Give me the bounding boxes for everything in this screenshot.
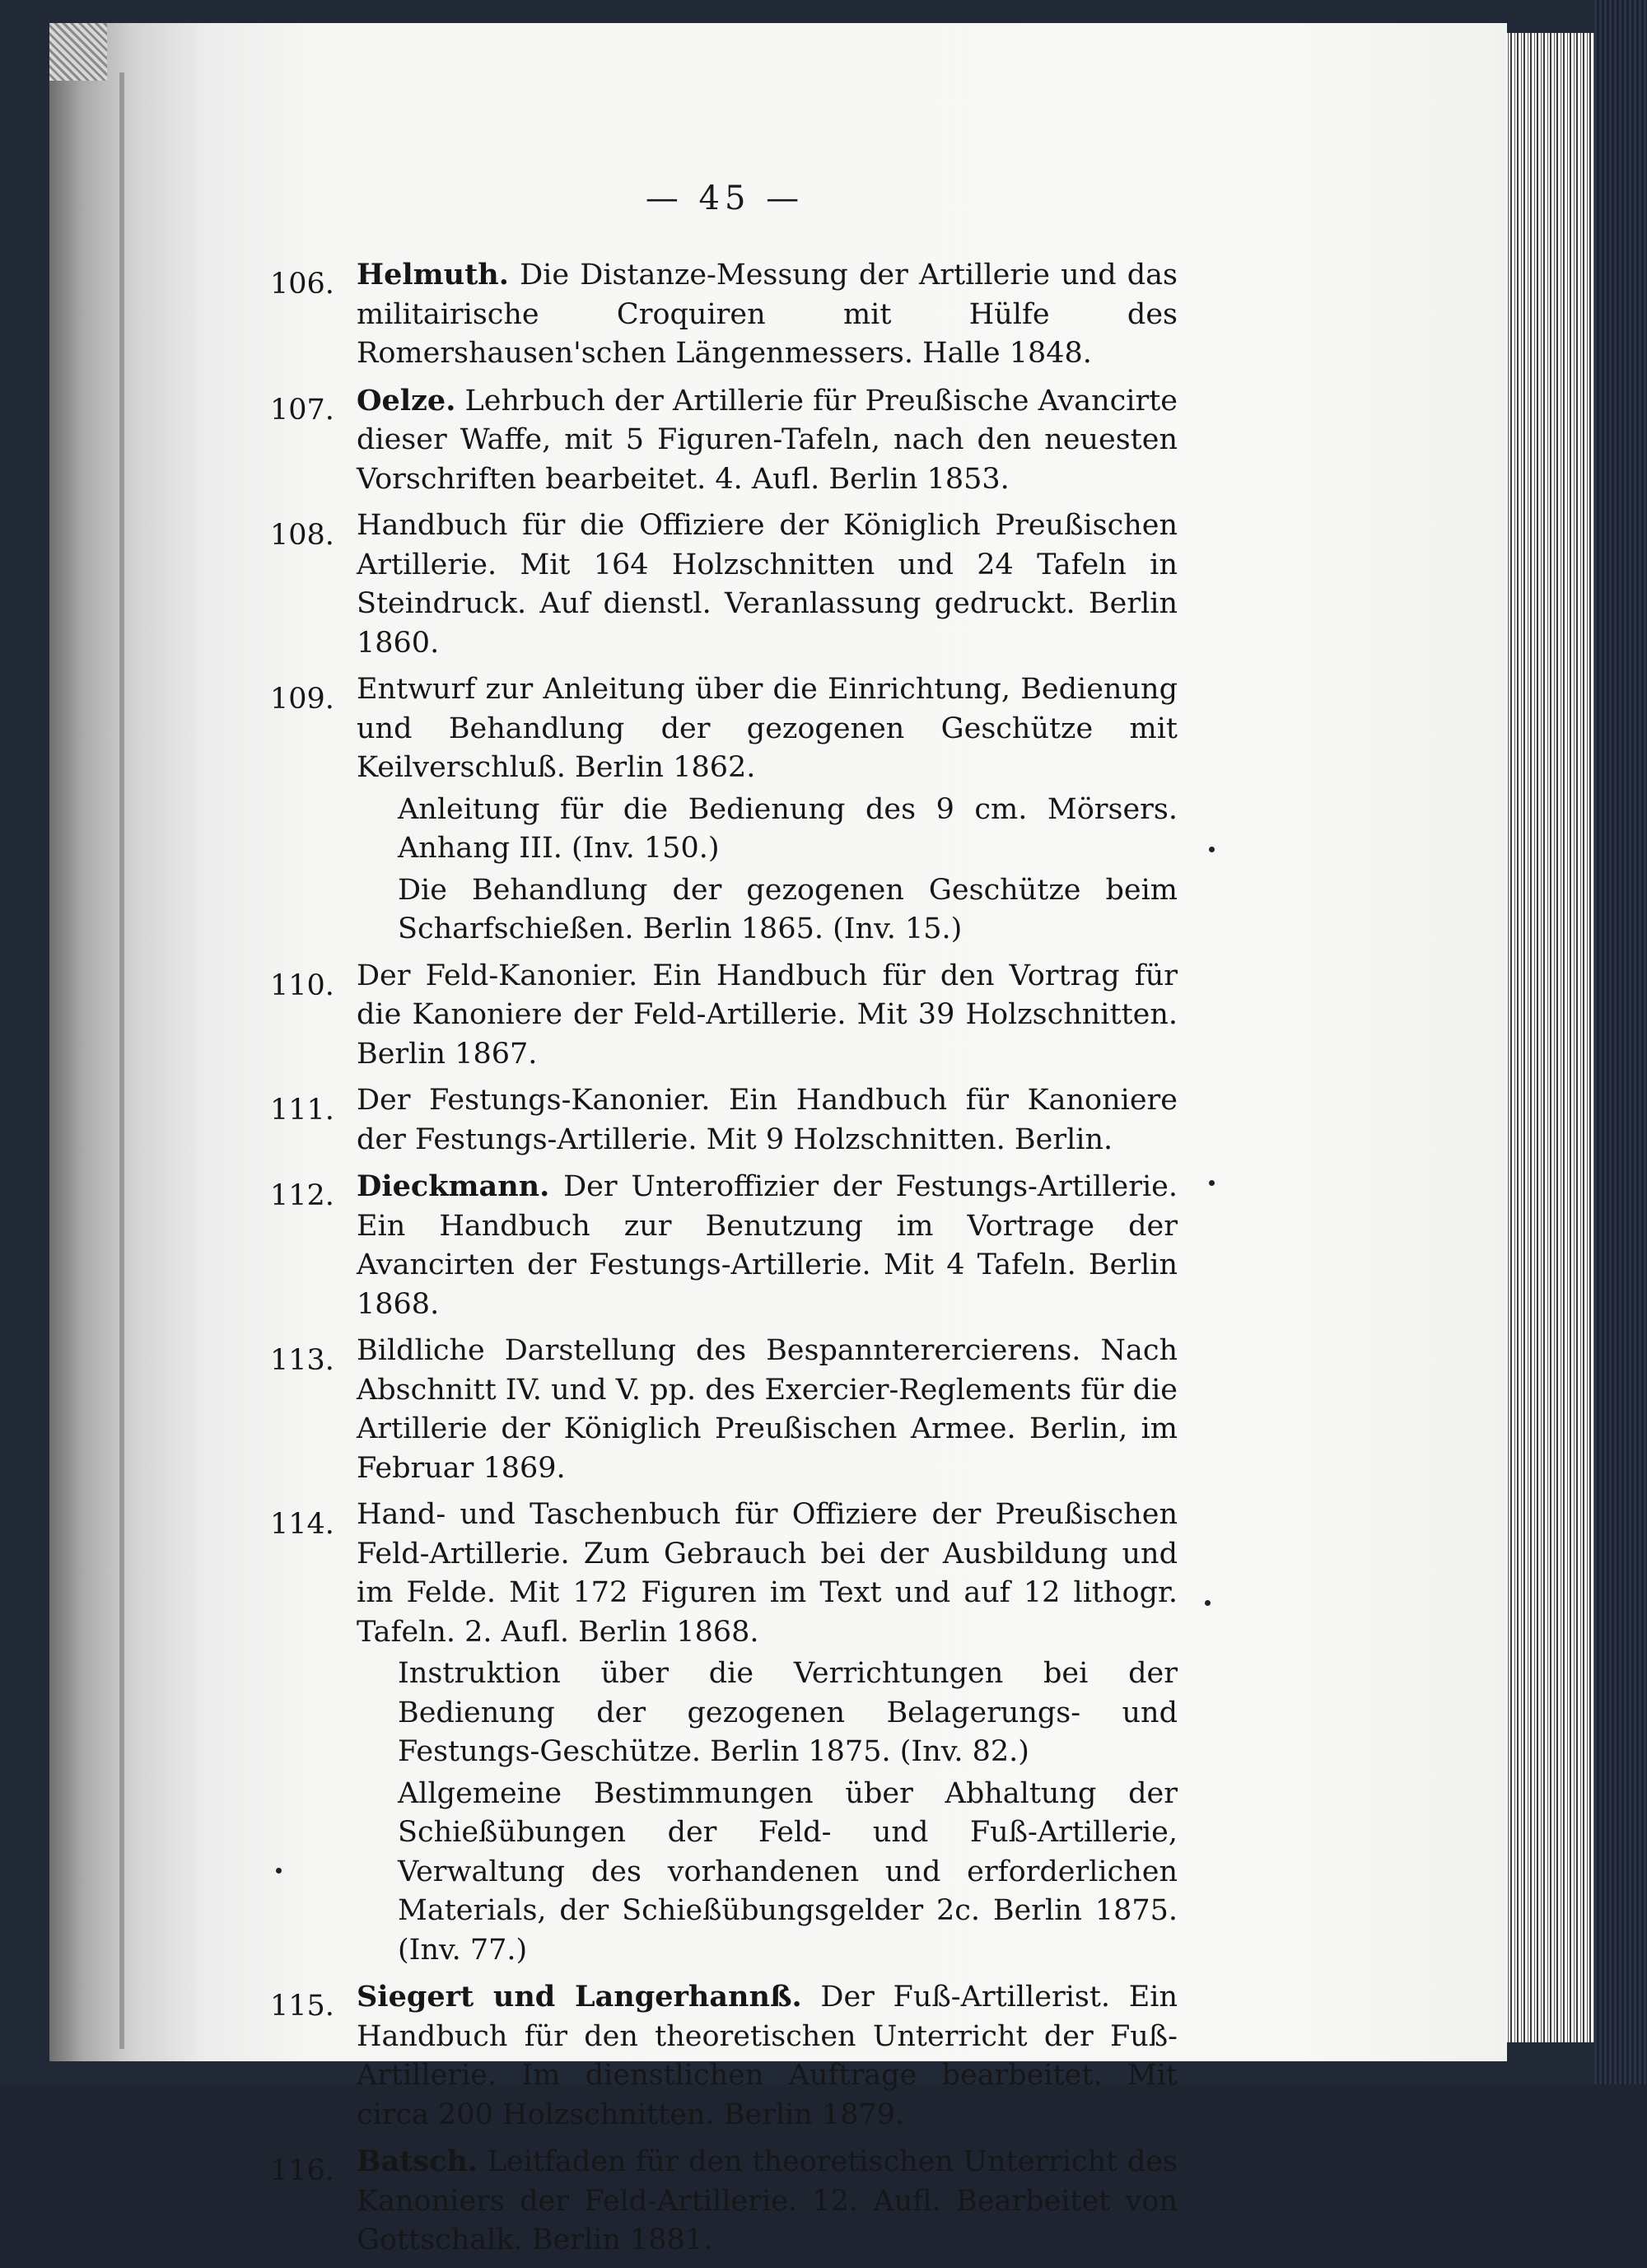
entry-number: 115. [270,1990,334,2023]
entry-number: 107. [270,393,334,427]
entry-number: 111. [270,1094,334,1127]
ink-speck [1205,1600,1211,1606]
entry-text: Bildliche Darstellung des Bespannterercierens. Nach Abschnitt IV. und V. pp. des Exercier-Reglements für die Artillerie der Königlich Preußischen Armee. Berlin, im Februar 1869. [357,1334,1178,1485]
list-item [272,957,1178,1075]
list-item [272,1496,1178,1970]
page-edges [1495,33,1594,2042]
list-item [272,2142,1178,2261]
bibliography-list [272,255,1178,2268]
entry-number: 110. [270,968,334,1002]
list-item [272,381,1178,500]
entry-subitem: Allgemeine Bestimmungen über Abhaltung der Schießübungen der Feld- und Fuß-Artillerie, Verwaltung des vorhandenen und erforderlichen Materials, der Schießübungsgelder 2c. Berlin 1875. (Inv. 77.) [398,1776,1178,1967]
entry-number: 109. [270,683,334,716]
entry-number: 108. [270,519,334,552]
entry-author: Batsch. [357,2144,478,2178]
entry-subitem: Anleitung für die Bedienung des 9 cm. Mörsers. Anhang III. (Inv. 150.) [398,792,1178,865]
entry-author: Oelze. [357,383,456,418]
list-item [272,1167,1178,1324]
entry-number: 106. [270,268,334,301]
entry-number: 114. [270,1508,334,1541]
entry-number: 113. [270,1344,334,1377]
ink-speck [1209,1180,1215,1186]
bookmark-ribbon [49,23,107,81]
list-item [272,670,1178,950]
page-number: — 45 — [645,180,805,217]
entry-text: Handbuch für die Offiziere der Königlich Preußischen Artillerie. Mit 164 Holzschnitten und 24 Tafeln in Steindruck. Auf dienstl. Veranlassung gedruckt. Berlin 1860. [357,509,1178,660]
gutter-shadow [119,72,124,2049]
list-item [272,1977,1178,2135]
list-item [272,506,1178,663]
entry-text: Der Festungs-Kanonier. Ein Handbuch für Kanoniere der Festungs-Artillerie. Mit 9 Holzschnitten. Berlin. [357,1084,1178,1156]
entry-subitem: Die Behandlung der gezogenen Geschütze beim Scharfschießen. Berlin 1865. (Inv. 15.) [398,873,1178,945]
entry-text: Hand- und Taschenbuch für Offiziere der Preußischen Feld-Artillerie. Zum Gebrauch bei der Ausbildung und im Felde. Mit 172 Figuren im Text und auf 12 lithogr. Tafeln. 2. Aufl. Berlin 1868. [357,1498,1178,1649]
entry-author: Siegert und Langerhannß. [357,1980,802,2014]
ink-speck [276,1868,282,1874]
entry-text: Der Fuß-Artillerist. Ein Handbuch für den theoretischen Unterricht der Fuß-Artillerie. Im dienstlichen Auftrage bearbeitet. Mit circa 200 Holzschnitten. Berlin 1879. [357,1981,1178,2131]
entry-text: Lehrbuch der Artillerie für Preußische Avancirte dieser Waffe, mit 5 Figuren-Tafeln, nach den neuesten Vorschriften bearbeitet. 4. Aufl. Berlin 1853. [357,384,1178,496]
list-item [272,1081,1178,1160]
entry-number: 116. [270,2154,334,2187]
entry-text: Die Distanze-Messung der Artillerie und das militairische Croquiren mit Hülfe des Romershausen'schen Längenmessers. Halle 1848. [357,259,1178,370]
entry-number: 112. [270,1179,334,1212]
entry-text: Der Feld-Kanonier. Ein Handbuch für den Vortrag für die Kanoniere der Feld-Artillerie. Mit 39 Holzschnitten. Berlin 1867. [357,959,1178,1071]
entry-author: Helmuth. [357,258,509,292]
entry-author: Dieckmann. [357,1169,550,1203]
book-cover-edge [1594,0,1647,2084]
entry-subitem: Instruktion über die Verrichtungen bei der Bedienung der gezogenen Belagerungs- und Festungs-Geschütze. Berlin 1875. (Inv. 82.) [398,1657,1178,1768]
list-item [272,1332,1178,1488]
book-page [49,23,1507,2256]
list-item [272,255,1178,374]
entry-text: Entwurf zur Anleitung über die Einrichtung, Bedienung und Behandlung der gezogenen Geschütze mit Keilverschluß. Berlin 1862. [357,673,1178,784]
ink-speck [1209,847,1215,852]
entry-text: Leitfaden für den theoretischen Unterricht des Kanoniers der Feld-Artillerie. 12. Aufl. Bearbeitet von Gottschalk. Berlin 1881. [357,2145,1178,2256]
entry-text: Der Unteroffizier der Festungs-Artillerie. Ein Handbuch zur Benutzung im Vortrage der Avancirten der Festungs-Artillerie. Mit 4 Tafeln. Berlin 1868. [357,1170,1178,1321]
